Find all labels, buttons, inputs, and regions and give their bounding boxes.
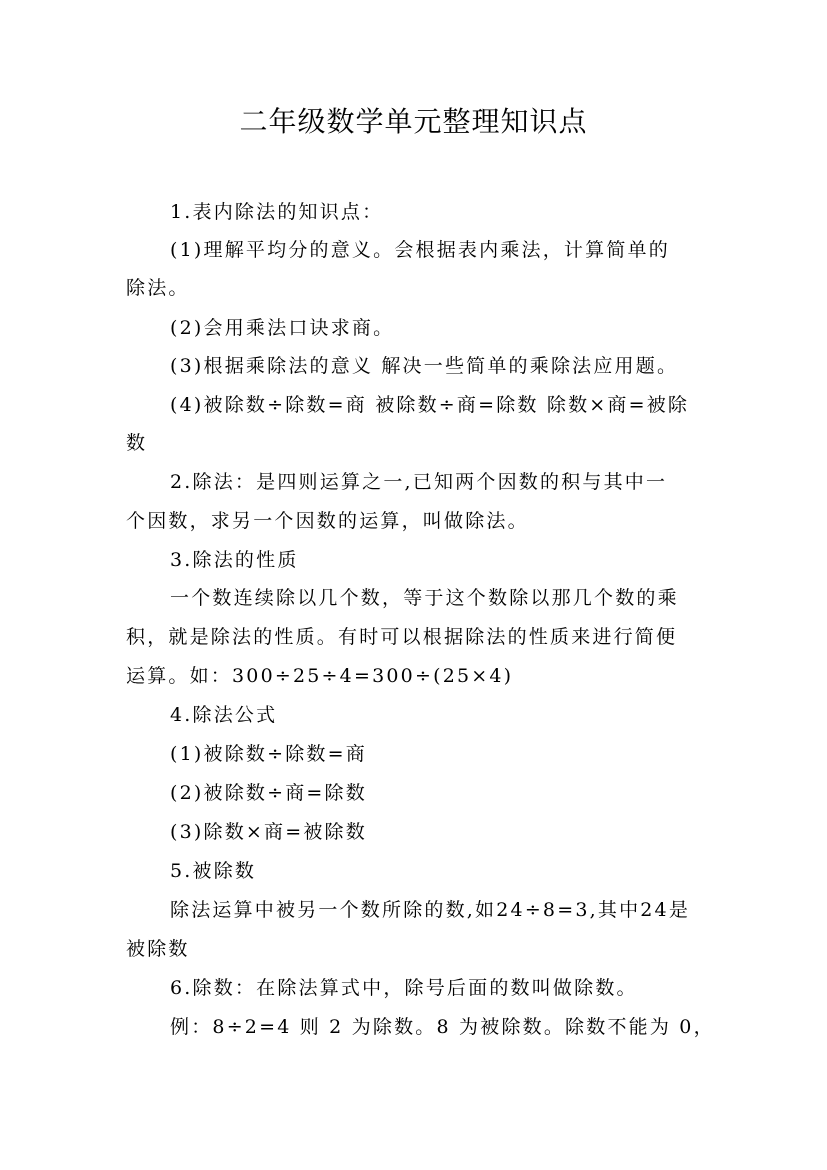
text-line: 数 (126, 432, 148, 454)
text-line: (1)理解平均分的意义。会根据表内乘法，计算简单的 (170, 239, 670, 261)
text-line: 个因数，求另一个因数的运算，叫做除法。 (126, 510, 529, 532)
text-line: 2.除法：是四则运算之一,已知两个因数的积与其中一 (170, 471, 668, 493)
text-line: 运算。如：300÷25÷4=300÷(25×4) (126, 665, 514, 687)
text-line: 6.除数：在除法算式中，除号后面的数叫做除数。 (170, 977, 638, 999)
text-line: 5.被除数 (170, 860, 257, 882)
text-line: 被除数 (126, 938, 190, 960)
text-line: 除法运算中被另一个数所除的数,如24÷8=3,其中24是 (170, 899, 691, 921)
text-line: 例：8÷2=4 则 2 为除数。8 为被除数。除数不能为 0， (170, 1016, 715, 1038)
text-line: (4)被除数÷除数=商 被除数÷商=除数 除数×商=被除 (170, 394, 690, 416)
text-line: (3)根据乘除法的意义 解决一些简单的乘除法应用题。 (170, 355, 679, 377)
text-line: (1)被除数÷除数=商 (170, 743, 367, 765)
text-line: 除法。 (126, 277, 190, 299)
text-line: 4.除法公式 (170, 704, 278, 726)
text-line: (2)会用乘法口诀求商。 (170, 317, 395, 339)
text-line: 积，就是除法的性质。有时可以根据除法的性质来进行简便 (126, 626, 678, 648)
text-line: 一个数连续除以几个数，等于这个数除以那几个数的乘 (170, 587, 679, 609)
page-title: 二年级数学单元整理知识点 (239, 105, 588, 138)
text-line: (3)除数×商=被除数 (170, 821, 367, 843)
text-line: (2)被除数÷商=除数 (170, 782, 367, 804)
text-line: 3.除法的性质 (170, 549, 299, 571)
text-line: 1.表内除法的知识点： (170, 201, 384, 223)
